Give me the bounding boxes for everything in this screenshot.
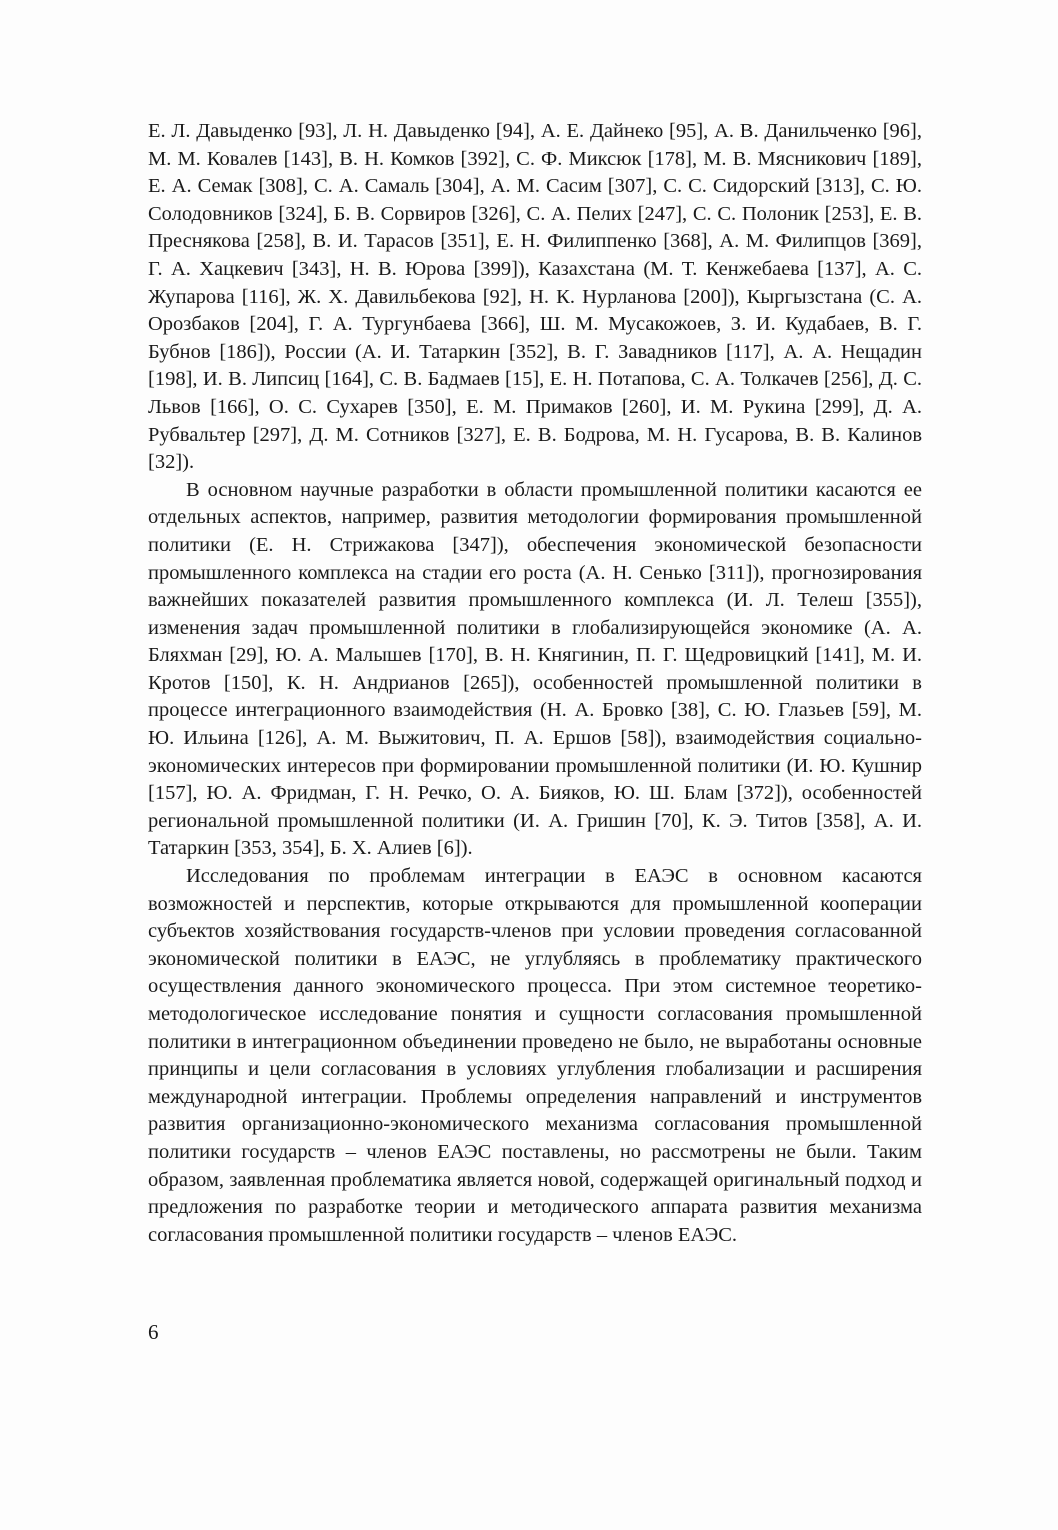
body-text <box>148 118 922 1249</box>
paragraph-eaeu-integration: Исследования по проблемам интеграции в ЕАЭС в основном касаются возможностей и перспектив, которые открываются для промышленной кооперации субъектов хозяйствования государств-членов при условии проведения согласованной экономической политики в ЕАЭС, не углубляясь в проблематику практического осуществления данного экономического процесса. При этом системное теоретико-методологическое исследование понятия и сущности согласования промышленной политики в интеграционном объединении проведено не было, не выработаны основные принципы и цели согласования в условиях углубления глобализации и расширения международной интеграции. Проблемы определения направлений и инструментов развития организационно-экономического механизма согласования промышленной политики государств – членов ЕАЭС поставлены, но рассмотрены не были. Таким образом, заявленная проблематика является новой, содержащей оригинальный подход и предложения по разработке теории и методического аппарата развития механизма согласования промышленной политики государств – членов ЕАЭС. <box>148 865 922 1246</box>
paragraph-continued-references: Е. Л. Давыденко [93], Л. Н. Давыденко [94], А. Е. Дайнеко [95], А. В. Данильченко [96], М. М. Ковалев [143], В. Н. Комков [392], С. Ф. Миксюк [178], М. В. Мясникович [189], Е. А. Семак [308], С. А. Самаль [304], А. М. Сасим [307], С. С. Сидорский [313], С. Ю. Солодовников [324], Б. В. Сорвиров [326], С. А. Пелих [247], С. С. Полоник [253], Е. В. Преснякова [258], В. И. Тарасов [351], Е. Н. Филиппенко [368], А. М. Филипцов [369], Г. А. Хацкевич [343], Н. В. Юрова [399]), Казахстана (М. Т. Кенжебаева [137], А. С. Жупарова [116], Ж. Х. Давильбекова [92], Н. К. Нурланова [200]), Кыргызстана (С. А. Орозбаков [204], Г. А. Тургунбаева [366], Ш. М. Мусакожоев, З. И. Кудабаев, В. Г. Бубнов [186]), России (А. И. Татаркин [352], В. Г. Завадников [117], А. А. Нещадин [198], И. В. Липсиц [164], С. В. Бадмаев [15], Е. Н. Потапова, С. А. Толкачев [256], Д. С. Львов [166], О. С. Сухарев [350], Е. М. Примаков [260], И. М. Рукина [299], Д. А. Рубвальтер [297], Д. М. Сотников [327], Е. В. Бодрова, М. Н. Гусарова, В. В. Калинов [32]). <box>148 120 922 474</box>
page-number: 6 <box>148 1320 159 1344</box>
paragraph-research-aspects: В основном научные разработки в области промышленной политики касаются ее отдельных аспектов, например, развития методологии формирования промышленной политики (Е. Н. Стрижакова [347]), обеспечения экономической безопасности промышленного комплекса на стадии его роста (А. Н. Сенько [311]), прогнозирования важнейших показателей развития промышленного комплекса (И. Л. Телеш [355]), изменения задач промышленной политики в глобализирующейся экономике (А. А. Бляхман [29], Ю. А. Малышев [170], В. Н. Княгинин, П. Г. Щедровицкий [141], М. И. Кротов [150], К. Н. Андрианов [265]), особенностей промышленной политики в процессе интеграционного взаимодействия (Н. А. Бровко [38], С. Ю. Глазьев [59], М. Ю. Ильина [126], А. М. Выжитович, П. А. Ершов [58]), взаимодействия социально-экономических интересов при формировании промышленной политики (И. Ю. Кушнир [157], Ю. А. Фридман, Г. Н. Речко, О. А. Бияков, Ю. Ш. Блам [372]), особенностей региональной промышленной политики (И. А. Гришин [70], К. Э. Титов [358], А. И. Татаркин [353, 354], Б. Х. Алиев [6]). <box>148 478 922 860</box>
